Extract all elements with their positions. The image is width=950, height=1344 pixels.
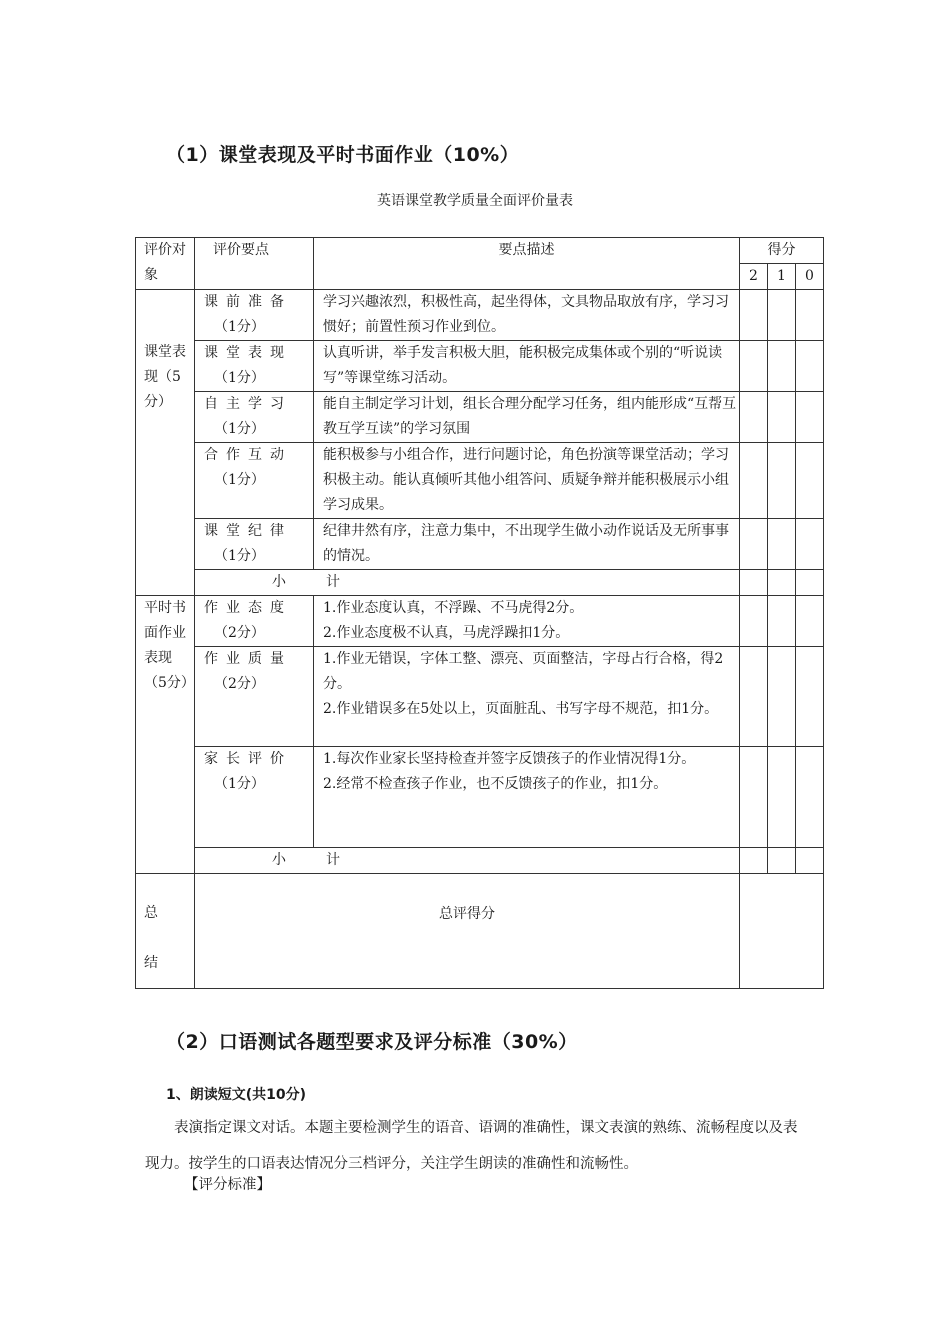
key-point-name: 家长评价 [204,751,292,767]
key-point-cell [195,647,314,747]
key-point-cell [195,596,314,647]
score-level-0: 0 [796,264,824,290]
score-cell[interactable] [796,747,824,848]
subsection-1-title: 1、朗读短文(共10分) [166,1087,307,1103]
key-point-name: 作业态度 [204,600,292,616]
header-object: 评价对象 [136,238,195,290]
key-point-points: （1分） [214,319,265,335]
group-homework-label: 平时书面作业表现（5分） [136,596,195,874]
key-point-description [314,647,740,747]
key-point-cell [195,341,314,392]
score-level-2: 2 [740,264,768,290]
score-cell[interactable] [796,392,824,443]
score-cell[interactable] [796,443,824,519]
score-cell[interactable] [740,647,768,747]
score-cell[interactable] [796,341,824,392]
subtotal-score-cell[interactable] [768,848,796,874]
subtotal-label: 小计 [195,848,740,874]
score-cell[interactable] [796,519,824,570]
score-cell[interactable] [768,392,796,443]
description-item: 1.作业态度认真，不浮躁、不马虎得2分。 [323,600,584,616]
description-item: 2.作业态度极不认真，马虎浮躁扣1分。 [323,625,570,641]
description-item: 2.作业错误多在5处以上，页面脏乱、书写字母不规范，扣1分。 [323,701,719,717]
score-cell[interactable] [768,341,796,392]
scoring-standard-label: 【评分标准】 [184,1177,271,1193]
subtotal-label: 小计 [195,570,740,596]
key-point-points: （1分） [214,472,265,488]
key-point-points: （1分） [214,421,265,437]
key-point-cell [195,443,314,519]
score-cell[interactable] [768,596,796,647]
total-score-label: 总评得分 [195,874,740,989]
score-cell[interactable] [768,519,796,570]
key-point-description [314,747,740,848]
summary-label-bottom: 结 [144,955,158,971]
header-key-points: 评价要点 [195,238,314,290]
description-item: 1.作业无错误，字体工整、漂亮、页面整洁，字母占行合格，得2分。 [323,651,724,692]
key-point-description: 能自主制定学习计划，组长合理分配学习任务，组内能形成“互帮互教互学互读”的学习氛围 [314,392,740,443]
summary-label-top: 总 [144,905,158,921]
subtotal-score-cell[interactable] [768,570,796,596]
key-point-description [314,596,740,647]
score-cell[interactable] [768,290,796,341]
key-point-cell [195,392,314,443]
table-caption: 英语课堂教学质量全面评价量表 [377,193,573,209]
header-score: 得分 [740,238,824,264]
evaluation-table [135,237,824,989]
key-point-points: （1分） [214,370,265,386]
key-point-description: 认真听讲，举手发言积极大胆，能积极完成集体或个别的“听说读写”等课堂练习活动。 [314,341,740,392]
score-cell[interactable] [796,647,824,747]
key-point-name: 合作互动 [204,447,292,463]
subsection-1-paragraph: 表演指定课文对话。本题主要检测学生的语音、语调的准确性，课文表演的熟练、流畅程度以及表现力。按学生的口语表达情况分三档评分，关注学生朗读的准确性和流畅性。 [145,1120,798,1172]
subtotal-score-cell[interactable] [740,570,768,596]
key-point-cell [195,747,314,848]
key-point-name: 课堂纪律 [204,523,292,539]
score-cell[interactable] [768,647,796,747]
subtotal-score-cell[interactable] [740,848,768,874]
summary-label [136,874,195,989]
score-cell[interactable] [740,341,768,392]
score-cell[interactable] [796,596,824,647]
key-point-points: （2分） [214,625,265,641]
score-cell[interactable] [740,443,768,519]
key-point-points: （2分） [214,676,265,692]
score-level-1: 1 [768,264,796,290]
score-cell[interactable] [740,290,768,341]
description-item: 1.每次作业家长坚持检查并签字反馈孩子的作业情况得1分。 [323,751,696,767]
key-point-name: 作业质量 [204,651,292,667]
score-cell[interactable] [768,443,796,519]
score-cell[interactable] [740,392,768,443]
subtotal-score-cell[interactable] [796,570,824,596]
description-item: 2.经常不检查孩子作业，也不反馈孩子的作业，扣1分。 [323,776,668,792]
header-description: 要点描述 [314,238,740,290]
score-cell[interactable] [768,747,796,848]
key-point-name: 自主学习 [204,396,292,412]
key-point-description: 学习兴趣浓烈，积极性高，起坐得体，文具物品取放有序，学习习惯好；前置性预习作业到位。 [314,290,740,341]
score-cell[interactable] [740,519,768,570]
group-classroom-label: 课堂表现（5分） [136,290,195,596]
key-point-cell [195,519,314,570]
key-point-points: （1分） [214,776,265,792]
score-cell[interactable] [740,747,768,848]
subtotal-score-cell[interactable] [796,848,824,874]
key-point-name: 课堂表现 [204,345,292,361]
key-point-description: 能积极参与小组合作，进行问题讨论，角色扮演等课堂活动；学习积极主动。能认真倾听其他小组答问、质疑争辩并能积极展示小组学习成果。 [314,443,740,519]
key-point-cell [195,290,314,341]
total-score-cell[interactable] [740,874,824,989]
key-point-points: （1分） [214,548,265,564]
score-cell[interactable] [740,596,768,647]
score-cell[interactable] [796,290,824,341]
section-1-title: （1）课堂表现及平时书面作业（10%） [166,144,520,166]
section-2-title: （2）口语测试各题型要求及评分标准（30%） [166,1031,578,1053]
key-point-name: 课前准备 [204,294,292,310]
key-point-description: 纪律井然有序，注意力集中，不出现学生做小动作说话及无所事事的情况。 [314,519,740,570]
